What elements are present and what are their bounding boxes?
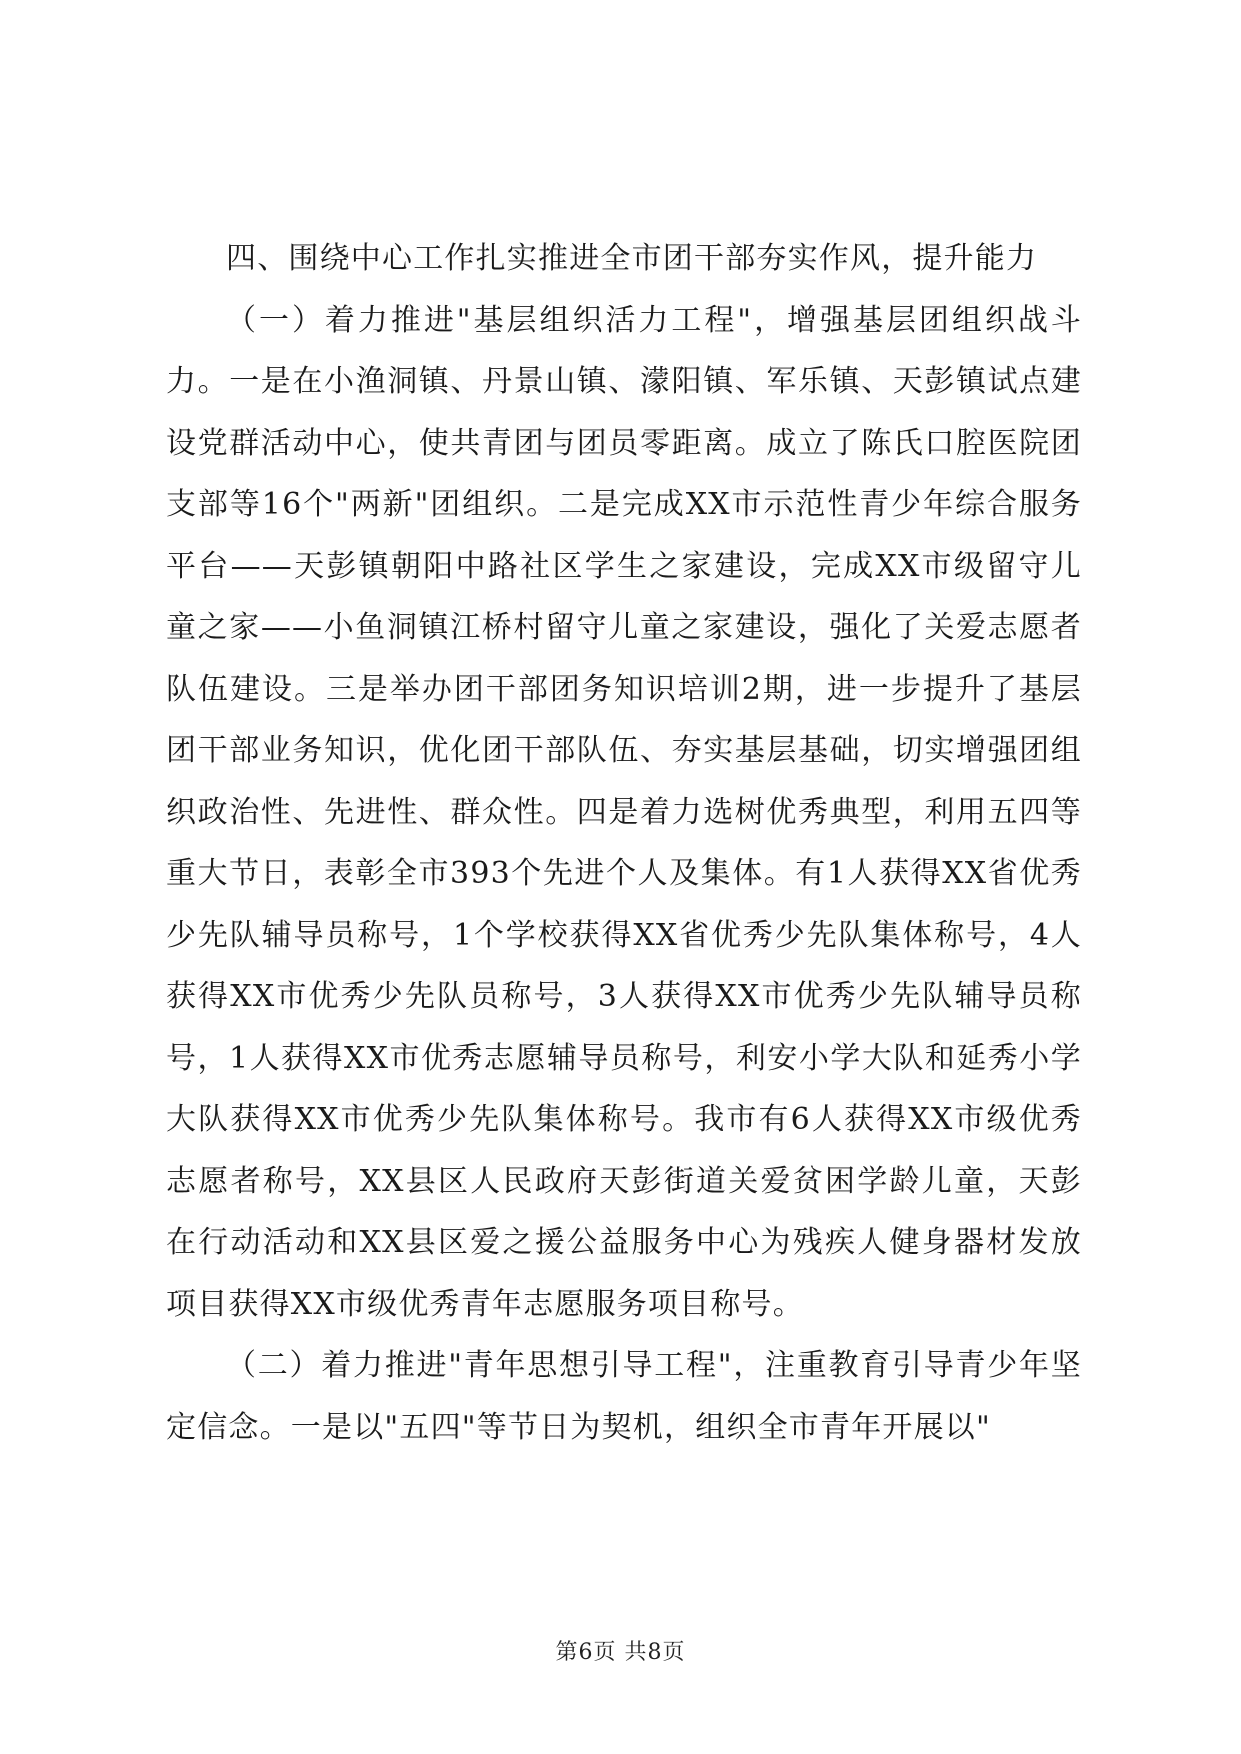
section-heading: 四、围绕中心工作扎实推进全市团干部夯实作风，提升能力 xyxy=(226,241,1038,276)
paragraph-2: （二）着力推进"青年思想引导工程"，注重教育引导青少年坚定信念。一是以"五四"等节日为契机，组织全市青年开展以" xyxy=(166,1348,1082,1445)
page-number: 第6页 共8页 xyxy=(555,1640,686,1665)
page-footer xyxy=(0,1635,1241,1666)
document-body xyxy=(166,228,1082,1458)
paragraph-1: （一）着力推进"基层组织活力工程"，增强基层团组织战斗力。一是在小渔洞镇、丹景山镇、濛阳镇、军乐镇、天彭镇试点建设党群活动中心，使共青团与团员零距离。成立了陈氏口腔医院团支部等16个"两新"团组织。二是完成XX市示范性青少年综合服务平台——天彭镇朝阳中路社区学生之家建设，完成XX市级留守儿童之家——小鱼洞镇江桥村留守儿童之家建设，强化了关爱志愿者队伍建设。三是举办团干部团务知识培训2期，进一步提升了基层团干部业务知识，优化团干部队伍、夯实基层基础，切实增强团组织政治性、先进性、群众性。四是着力选树优秀典型，利用五四等重大节日，表彰全市393个先进个人及集体。有1人获得XX省优秀少先队辅导员称号，1个学校获得XX省优秀少先队集体称号，4人获得XX市优秀少先队员称号，3人获得XX市优秀少先队辅导员称号，1人获得XX市优秀志愿辅导员称号，利安小学大队和延秀小学大队获得XX市优秀少先队集体称号。我市有6人获得XX市级优秀志愿者称号，XX县区人民政府天彭街道关爱贫困学龄儿童，天彭在行动活动和XX县区爱之援公益服务中心为残疾人健身器材发放项目获得XX市级优秀青年志愿服务项目称号。 xyxy=(166,302,1082,1322)
